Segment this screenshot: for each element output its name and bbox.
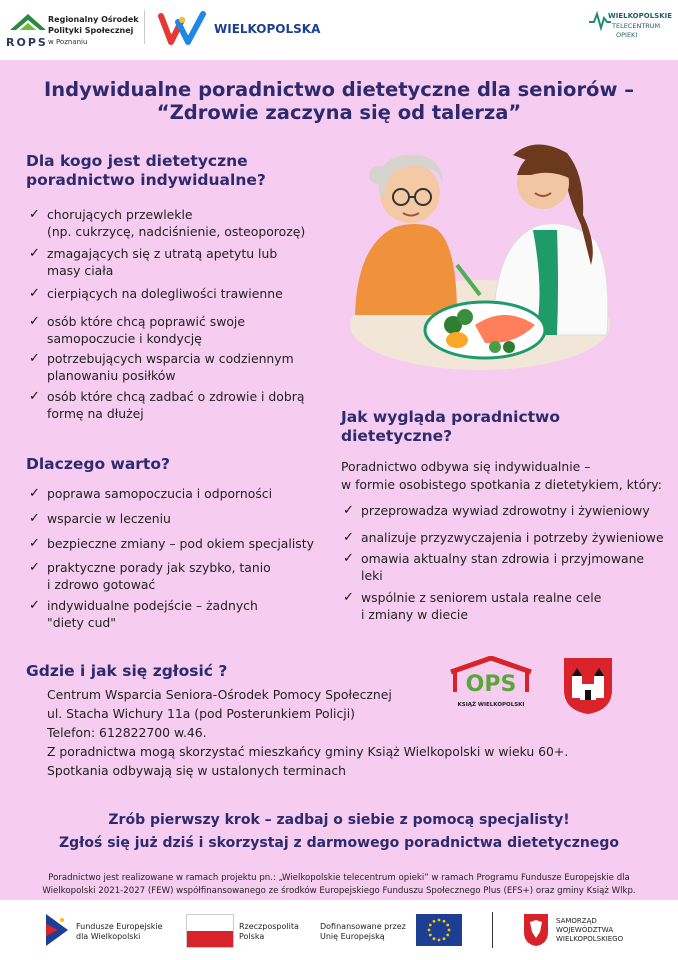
rp-line-2: Polska [239,932,265,941]
who-item-3 [29,285,337,302]
rp-line-1: Rzeczpospolita [239,922,299,931]
how-intro-line-1: Poradnictwo odbywa się indywidualnie – [341,459,591,474]
ue-line-2: Unię Europejską [320,932,385,941]
funding-note-line-2: Wielkopolski 2021-2027 (FEW) współfinansowanego ze środków Europejskiego Funduszu Społecznego Plus (EFS+) oraz gminy Książ Wlkp. [42,886,636,896]
who-item-6 [29,388,337,422]
who-item-6-line-2: formę na dłużej [47,406,144,421]
who-item-2-line-1: zmagających się z utratą apetytu lub [47,246,278,261]
where-line-1: Centrum Wsparcia Seniora-Ośrodek Pomocy Społecznej [47,687,392,702]
coat-of-arms-icon [562,656,614,716]
why-heading: Dlaczego warto? [26,455,170,473]
how-item-2-line-1: analizuje przyzwyczajenia i potrzeby żywieniowe [361,530,664,545]
why-item-2 [29,510,337,527]
rops-house-icon [8,8,48,38]
header-divider [144,10,145,44]
how-item-4-line-2: i zmiany w diecie [361,607,468,622]
check-icon: ✓ [29,536,40,551]
rops-short: ROPS [6,36,48,49]
cta-line-1: Zrób pierwszy krok – zadbaj o siebie z pomocą specjalisty! [108,812,570,828]
why-item-1-line-1: poprawa samopoczucia i odporności [47,486,273,501]
ops-logo-text: OPS [465,672,517,697]
why-item-1 [29,485,337,502]
who-item-2-line-2: masy ciała [47,263,114,278]
where-line-5: Spotkania odbywają się w ustalonych terminach [47,763,346,778]
page-title-line-1: Indywidualne poradnictwo dietetyczne dla seniorów – [43,78,635,101]
eu-flag-icon [416,914,462,946]
how-item-3-line-1: omawia aktualny stan zdrowia i przyjmowane [361,551,645,566]
how-item-3-line-2: leki [361,568,383,583]
funding-note-line-1: Poradnictwo jest realizowane w ramach projektu pn.: „Wielkopolskie telecentrum opieki” w ramach Programu Fundusze Europejskie dla [48,873,630,883]
wielkopolska-label: WIELKOPOLSKA [214,22,321,36]
ops-logo [447,656,535,716]
where-line-2: ul. Stacha Wichury 11a (pod Posterunkiem Policji) [47,706,355,721]
who-item-1-line-1: chorujących przewlekle [47,207,193,222]
why-item-4-line-2: i zdrowo gotować [47,577,156,592]
check-icon: ✓ [29,389,40,404]
who-item-2 [29,245,337,279]
check-icon: ✓ [29,486,40,501]
why-item-3 [29,535,337,552]
why-item-4 [29,559,337,593]
check-icon: ✓ [29,560,40,575]
how-heading-line-1: Jak wygląda poradnictwo [341,408,561,426]
cta-line-2: Zgłoś się już dziś i skorzystaj z darmowego poradnictwa dietetycznego [59,835,619,851]
how-item-4-line-1: wspólnie z seniorem ustala realne cele [361,590,602,605]
polish-flag-icon [186,914,234,948]
why-item-5-line-1: indywidualne podejście – żadnych [47,598,258,613]
check-icon: ✓ [29,286,40,301]
senior-dietitian-illustration [345,135,615,370]
why-item-3-line-1: bezpieczne zmiany – pod okiem specjalisty [47,536,314,551]
who-item-1-line-2: (np. cukrzycę, nadciśnienie, osteoporozę) [47,224,306,239]
where-line-4: Z poradnictwa mogą skorzystać mieszkańcy gminy Książ Wielkopolski w wieku 60+. [47,744,569,759]
fe-line-1: Fundusze Europejskie [76,922,163,931]
who-item-1 [29,206,337,240]
where-heading: Gdzie i jak się zgłosić ? [26,662,228,680]
who-item-5 [29,350,337,384]
check-icon: ✓ [29,351,40,366]
fundusze-europejskie-icon [44,912,70,948]
samorzad-eagle-icon [522,912,550,948]
check-icon: ✓ [29,314,40,329]
rops-name-1: Regionalny Ośrodek [48,15,139,24]
why-item-5 [29,597,337,631]
telecentrum-line-1: WIELKOPOLSKIE [608,12,673,20]
fe-line-2: dla Wielkopolski [76,932,141,941]
check-icon: ✓ [29,246,40,261]
page-title-line-2: “Zdrowie zaczyna się od talerza” [156,101,522,124]
check-icon: ✓ [29,511,40,526]
ue-line-1: Dofinansowane przez [320,922,406,931]
how-intro-line-2: w formie osobistego spotkania z dietetykiem, który: [341,477,662,492]
sw-line-2: WOJEWÓDZTWA [556,926,614,934]
wielkopolska-logo-icon [158,8,208,48]
who-item-4-line-1: osób które chcą poprawić swoje [47,314,245,329]
check-icon: ✓ [343,530,354,545]
how-item-2 [343,529,673,546]
who-item-5-line-2: planowaniu posiłków [47,368,176,383]
ops-logo-subtext: KSIĄŻ WIELKOPOLSKI [457,702,525,708]
telecentrum-line-3: OPIEKI [616,31,638,39]
check-icon: ✓ [29,207,40,222]
who-item-4-line-2: samopoczucie i kondycję [47,331,202,346]
who-item-4 [29,313,337,347]
check-icon: ✓ [343,503,354,518]
rops-city: w Poznaniu [48,38,88,46]
who-item-3-line-1: cierpiących na dolegliwości trawienne [47,286,283,301]
who-heading-line-1: Dla kogo jest dietetyczne [26,152,248,170]
how-item-1 [343,502,673,519]
telecentrum-line-2: TELECENTRUM [612,22,661,30]
who-item-5-line-1: potrzebujących wsparcia w codziennym [47,351,294,366]
who-item-6-line-1: osób które chcą zadbać o zdrowie i dobrą [47,389,305,404]
sw-line-1: SAMORZĄD [556,917,597,925]
footer-divider [492,912,493,948]
how-item-3 [343,550,673,584]
sw-line-3: WIELKOPOLSKIEGO [556,935,624,943]
why-item-5-line-2: "diety cud" [47,615,116,630]
why-item-2-line-1: wsparcie w leczeniu [47,511,171,526]
check-icon: ✓ [343,590,354,605]
who-heading-line-2: poradnictwo indywidualne? [26,171,266,189]
how-item-4 [343,589,673,623]
how-heading-line-2: dietetyczne? [341,427,453,445]
check-icon: ✓ [343,551,354,566]
where-line-3: Telefon: 612822700 w.46. [47,725,207,740]
why-item-4-line-1: praktyczne porady jak szybko, tanio [47,560,271,575]
how-item-1-line-1: przeprowadza wywiad zdrowotny i żywieniowy [361,503,650,518]
rops-name-2: Polityki Społecznej [48,26,134,35]
check-icon: ✓ [29,598,40,613]
